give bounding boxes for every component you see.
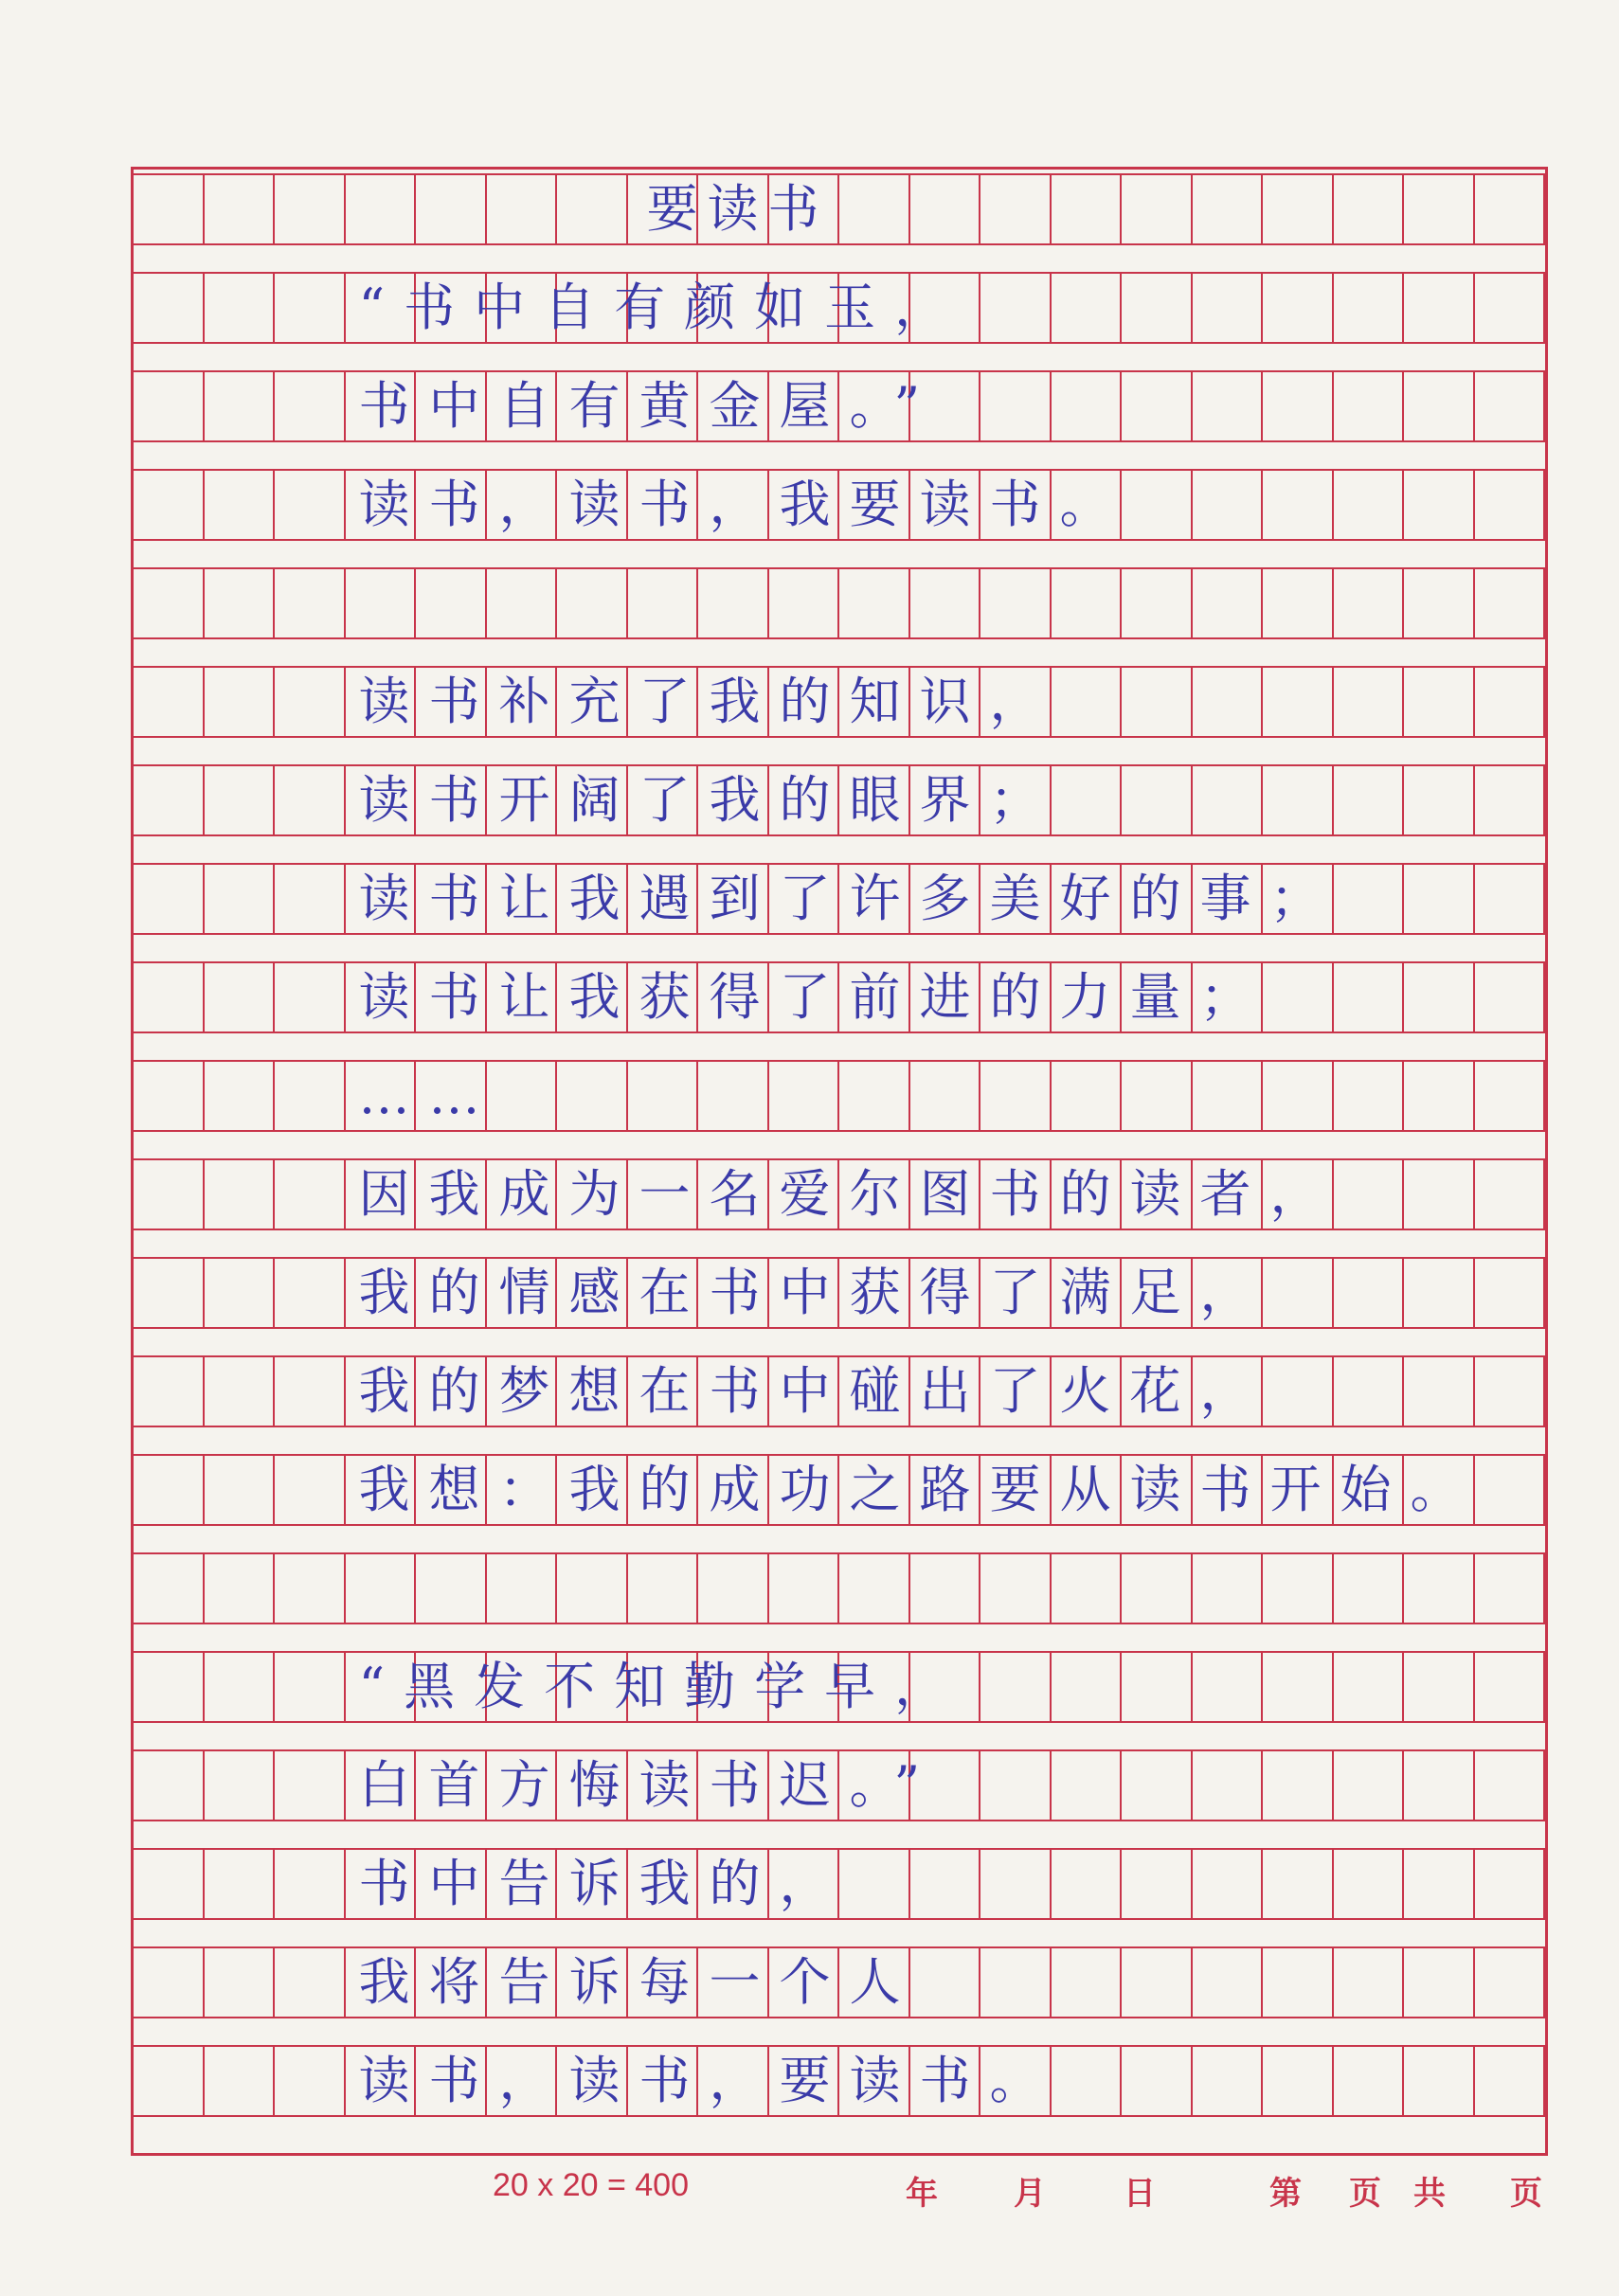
grid-row [134, 1552, 1545, 1624]
grid-cell [1122, 372, 1193, 440]
grid-cell [275, 471, 346, 539]
grid-cell [1122, 1554, 1193, 1623]
grid-cell [980, 1948, 1052, 2017]
grid-cell [1334, 1948, 1405, 2017]
grid-cell [1052, 1554, 1123, 1623]
grid-cell [980, 569, 1052, 637]
grid-cell [1122, 274, 1193, 342]
grid-cell [628, 1554, 699, 1623]
grid-cell [698, 1554, 769, 1623]
grid-cell [1334, 1554, 1405, 1623]
grid-cell [134, 1850, 205, 1918]
grid-cell [1263, 963, 1334, 1031]
grid-cell [839, 1554, 910, 1623]
grid-cell [1263, 1948, 1334, 2017]
total-label: 页 [1510, 2175, 1542, 2213]
grid-row [134, 173, 1545, 245]
grid-cell [1475, 471, 1546, 539]
grid-cell [1475, 865, 1546, 933]
grid-cell [1334, 766, 1405, 834]
grid-cell [416, 175, 487, 243]
grid-cell [1404, 471, 1475, 539]
grid-cell [1475, 668, 1546, 736]
grid-cell [1334, 1357, 1405, 1426]
grid-cell [1404, 1160, 1475, 1229]
grid-cell [1334, 2047, 1405, 2115]
grid-cell [134, 1554, 205, 1623]
grid-cell [557, 1062, 628, 1130]
grid-cell [1404, 175, 1475, 243]
grid-cell [275, 1259, 346, 1327]
grid-cell [910, 1850, 981, 1918]
grid-cell [1334, 1850, 1405, 1918]
essay-line: 我将告诉每一个人 [358, 1952, 920, 2012]
grid-cell [1193, 668, 1264, 736]
grid-cell [275, 1062, 346, 1130]
grid-cell [1475, 372, 1546, 440]
grid-cell [1263, 1850, 1334, 1918]
grid-cell [1334, 1751, 1405, 1820]
essay-line: 读书让我遇到了许多美好的事； [358, 869, 1340, 928]
grid-cell [1475, 1948, 1546, 2017]
grid-cell [205, 1160, 276, 1229]
grid-cell [980, 372, 1052, 440]
grid-cell [134, 1357, 205, 1426]
grid-cell [1122, 471, 1193, 539]
writing-grid [131, 167, 1548, 2156]
grid-cell [1263, 274, 1334, 342]
page-label: 页 [1349, 2175, 1381, 2213]
total-prefix-label: 共 [1413, 2175, 1446, 2213]
grid-cell [275, 2047, 346, 2115]
grid-cell [1404, 1948, 1475, 2017]
grid-cell [1334, 1653, 1405, 1721]
year-label: 年 [906, 2175, 938, 2213]
grid-cell [275, 668, 346, 736]
grid-cell [1475, 2047, 1546, 2115]
grid-cell [628, 569, 699, 637]
grid-cell [1193, 1948, 1264, 2017]
grid-cell [839, 1850, 910, 1918]
grid-cell [698, 569, 769, 637]
grid-cell [1193, 1062, 1264, 1130]
grid-cell [980, 1751, 1052, 1820]
grid-cell [1263, 766, 1334, 834]
grid-cell [1052, 1062, 1123, 1130]
grid-cell [1263, 1653, 1334, 1721]
grid-cell [1193, 1554, 1264, 1623]
grid-cell [205, 1850, 276, 1918]
grid-cell [275, 1456, 346, 1524]
grid-cell [1052, 1948, 1123, 2017]
grid-cell [1263, 175, 1334, 243]
grid-cell [1263, 1751, 1334, 1820]
grid-cell [1122, 2047, 1193, 2115]
grid-cell [1334, 1259, 1405, 1327]
grid-cell [1052, 372, 1123, 440]
grid-cell [134, 175, 205, 243]
grid-cell [980, 274, 1052, 342]
grid-cell [1334, 569, 1405, 637]
grid-cell [1193, 569, 1264, 637]
grid-cell [1052, 668, 1123, 736]
grid-cell [134, 1751, 205, 1820]
grid-cell [1404, 2047, 1475, 2115]
grid-cell [1334, 865, 1405, 933]
grid-cell [205, 1653, 276, 1721]
grid-cell [1263, 569, 1334, 637]
grid-cell [1334, 1160, 1405, 1229]
grid-cell [1404, 668, 1475, 736]
grid-cell [275, 1160, 346, 1229]
grid-cell [1052, 1751, 1123, 1820]
grid-cell [839, 569, 910, 637]
grid-cell [346, 1554, 417, 1623]
grid-cell [275, 1948, 346, 2017]
grid-cell [910, 1062, 981, 1130]
grid-cell [134, 1062, 205, 1130]
month-label: 月 [1014, 2175, 1046, 2213]
grid-cell [1404, 372, 1475, 440]
grid-cell [134, 471, 205, 539]
grid-cell [1193, 766, 1264, 834]
grid-cell [1334, 274, 1405, 342]
grid-cell [1193, 2047, 1264, 2115]
grid-cell [1404, 274, 1475, 342]
grid-cell [557, 1554, 628, 1623]
grid-cell [275, 274, 346, 342]
grid-cell [769, 569, 840, 637]
grid-cell [1122, 766, 1193, 834]
grid-cell [346, 175, 417, 243]
grid-cell [980, 1062, 1052, 1130]
essay-line: “黑发不知勤学早， [358, 1657, 965, 1716]
grid-cell [275, 1751, 346, 1820]
grid-cell [1475, 766, 1546, 834]
grid-cell [769, 1062, 840, 1130]
grid-cell [1122, 569, 1193, 637]
grid-cell [416, 569, 487, 637]
grid-cell [1404, 865, 1475, 933]
essay-line: 读书开阔了我的眼界； [358, 770, 1060, 830]
essay-line: 我想：我的成功之路要从读书开始。 [358, 1460, 1481, 1519]
grid-cell [134, 1259, 205, 1327]
grid-cell [134, 1456, 205, 1524]
grid-cell [205, 2047, 276, 2115]
essay-line: 读书，读书，我要读书。 [358, 475, 1130, 534]
grid-cell [1475, 274, 1546, 342]
grid-cell [1052, 2047, 1123, 2115]
grid-cell [205, 471, 276, 539]
grid-cell [1475, 1850, 1546, 1918]
grid-cell [839, 1062, 910, 1130]
grid-cell [487, 1554, 558, 1623]
grid-cell [205, 569, 276, 637]
grid-cell [1334, 175, 1405, 243]
grid-cell [1122, 1751, 1193, 1820]
grid-cell [1404, 1850, 1475, 1918]
grid-cell [1404, 963, 1475, 1031]
grid-cell [134, 1653, 205, 1721]
grid-cell [980, 175, 1052, 243]
essay-line: 因我成为一名爱尔图书的读者， [358, 1164, 1340, 1224]
grid-cell [275, 963, 346, 1031]
grid-cell [205, 1554, 276, 1623]
grid-cell [275, 1850, 346, 1918]
grid-cell [1475, 1160, 1546, 1229]
grid-cell [275, 1653, 346, 1721]
grid-cell [134, 668, 205, 736]
grid-cell [134, 766, 205, 834]
grid-cell [205, 963, 276, 1031]
grid-cell [1263, 1259, 1334, 1327]
grid-cell [1052, 569, 1123, 637]
grid-cell [1334, 1062, 1405, 1130]
essay-line: 读书让我获得了前进的力量； [358, 967, 1270, 1027]
grid-cell [1193, 1850, 1264, 1918]
grid-cell [1404, 1751, 1475, 1820]
grid-cell [1263, 1357, 1334, 1426]
grid-cell [1475, 1554, 1546, 1623]
grid-cell [1334, 963, 1405, 1031]
grid-cell [980, 1554, 1052, 1623]
grid-cell [275, 372, 346, 440]
grid-cell [1263, 668, 1334, 736]
grid-cell [1193, 471, 1264, 539]
essay-line: 读书，读书，要读书。 [358, 2051, 1060, 2110]
grid-cell [557, 569, 628, 637]
grid-cell [769, 1554, 840, 1623]
grid-cell [1263, 372, 1334, 440]
grid-cell [1263, 471, 1334, 539]
day-label: 日 [1124, 2175, 1156, 2213]
grid-cell [205, 274, 276, 342]
grid-cell [1052, 1653, 1123, 1721]
grid-cell [205, 668, 276, 736]
grid-cell [1193, 1751, 1264, 1820]
grid-cell [1263, 2047, 1334, 2115]
grid-cell [980, 1653, 1052, 1721]
grid-cell [1404, 1259, 1475, 1327]
grid-cell [910, 1554, 981, 1623]
grid-cell [275, 569, 346, 637]
grid-cell [698, 1062, 769, 1130]
essay-line: 书中告诉我的， [358, 1854, 850, 1913]
grid-cell [1263, 1062, 1334, 1130]
grid-cell [1193, 175, 1264, 243]
grid-cell [1475, 1751, 1546, 1820]
grid-cell [628, 1062, 699, 1130]
grid-cell [1193, 1653, 1264, 1721]
grid-cell [1404, 569, 1475, 637]
grid-cell [205, 865, 276, 933]
grid-row [134, 567, 1545, 639]
grid-cell [205, 1456, 276, 1524]
grid-cell [1475, 963, 1546, 1031]
grid-cell [1052, 766, 1123, 834]
grid-cell [557, 175, 628, 243]
grid-cell [416, 1554, 487, 1623]
essay-line: 书中自有黄金屋。” [358, 376, 940, 436]
grid-cell [205, 1062, 276, 1130]
grid-cell [1404, 1357, 1475, 1426]
grid-cell [134, 372, 205, 440]
grid-cell [205, 372, 276, 440]
grid-cell [134, 865, 205, 933]
grid-cell [275, 175, 346, 243]
grid-cell [839, 175, 910, 243]
grid-cell [1404, 1062, 1475, 1130]
essay-line: “书中自有颜如玉， [358, 278, 965, 337]
grid-cell [1475, 1062, 1546, 1130]
grid-cell [1475, 1259, 1546, 1327]
grid-cell [134, 963, 205, 1031]
grid-cell [1475, 569, 1546, 637]
grid-cell [487, 569, 558, 637]
grid-cell [1475, 1653, 1546, 1721]
grid-cell [1052, 175, 1123, 243]
essay-line: …… [358, 1066, 499, 1125]
grid-cell [1475, 1456, 1546, 1524]
grid-cell [1334, 668, 1405, 736]
grid-cell [1122, 668, 1193, 736]
grid-cell [205, 1357, 276, 1426]
essay-line: 我的梦想在书中碰出了火花， [358, 1361, 1270, 1421]
grid-cell [980, 1850, 1052, 1918]
grid-cell [1404, 766, 1475, 834]
grid-cell [134, 1948, 205, 2017]
grid-cell [275, 766, 346, 834]
grid-cell [205, 175, 276, 243]
grid-cell [1263, 1554, 1334, 1623]
grid-cell [134, 274, 205, 342]
grid-cell [1334, 471, 1405, 539]
grid-cell [1052, 274, 1123, 342]
grid-cell [275, 1554, 346, 1623]
grid-cell [1334, 372, 1405, 440]
essay-line: 读书补充了我的知识， [358, 672, 1060, 731]
grid-cell [346, 569, 417, 637]
grid-cell [910, 175, 981, 243]
grid-cell [1122, 175, 1193, 243]
grid-cell [1122, 1948, 1193, 2017]
grid-cell [1404, 1653, 1475, 1721]
grid-cell [134, 569, 205, 637]
grid-cell [1122, 1850, 1193, 1918]
grid-cell [205, 1259, 276, 1327]
grid-cell [487, 175, 558, 243]
grid-cell [1122, 1062, 1193, 1130]
grid-cell [1052, 1850, 1123, 1918]
page-prefix-label: 第 [1269, 2175, 1302, 2213]
grid-cell [1122, 1653, 1193, 1721]
grid-cell [1475, 1357, 1546, 1426]
grid-cell [134, 1160, 205, 1229]
grid-cell [1475, 175, 1546, 243]
essay-title: 要读书 [646, 179, 829, 239]
grid-cell [205, 1948, 276, 2017]
grid-cell [275, 1357, 346, 1426]
grid-cell [205, 766, 276, 834]
grid-cell [205, 1751, 276, 1820]
grid-cell [275, 865, 346, 933]
grid-cell [1193, 372, 1264, 440]
grid-cell [1404, 1554, 1475, 1623]
grid-cell [910, 1948, 981, 2017]
essay-line: 白首方悔读书迟。” [358, 1755, 940, 1815]
grid-row [134, 1060, 1545, 1132]
grid-cell [134, 2047, 205, 2115]
grid-size-label: 20 x 20 = 400 [493, 2167, 690, 2203]
essay-line: 我的情感在书中获得了满足， [358, 1263, 1270, 1322]
grid-cell [910, 569, 981, 637]
grid-cell [1193, 274, 1264, 342]
